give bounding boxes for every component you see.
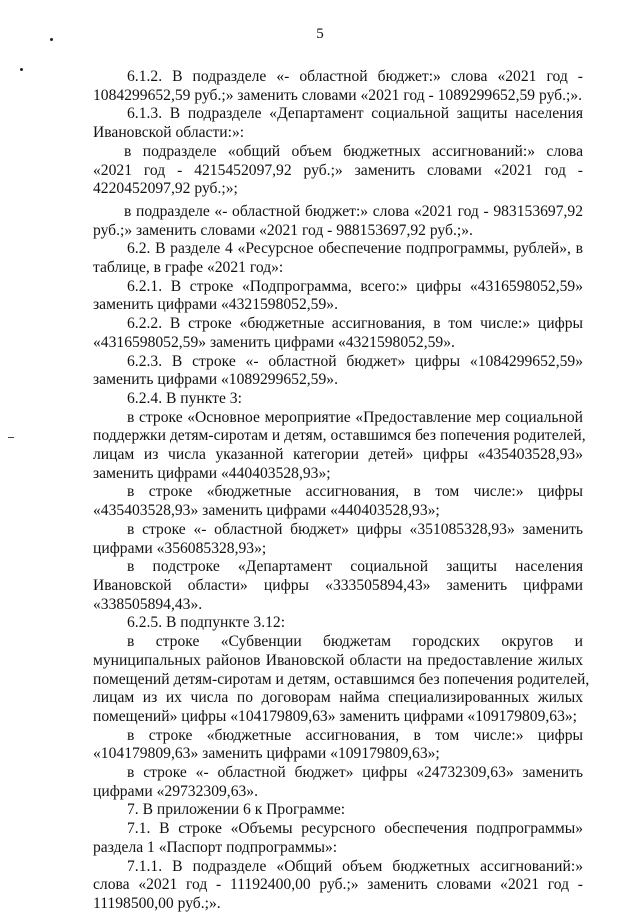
text-line: 6.2.2. В строке «бюджетные ассигнования, в том числе:» цифры (127, 315, 583, 333)
text-line: помещений» цифры «104179809,63» заменить цифрами «109179809,63»; (93, 707, 578, 725)
scan-speck (20, 68, 23, 71)
text-line: 6.1.2. В подразделе «- областной бюджет:» слова «2021 год - (127, 68, 583, 85)
text-line: 6.2.5. В подпункте 3.12: (127, 614, 286, 632)
paragraph (93, 521, 583, 558)
text-line: в строке «бюджетные ассигнования, в том числе:» цифры (127, 726, 583, 744)
text-line: лицам из числа указанной категории детей» цифры «435403528,93» (93, 446, 583, 464)
page-number: 5 (316, 26, 324, 42)
text-line: 6.1.3. В подразделе «Департамент социальной защиты населения (127, 105, 583, 123)
paragraph (93, 801, 583, 820)
text-line: руб.;» заменить словами «2021 год - 988153697,92 руб.;». (93, 221, 473, 239)
text-line: в подразделе «общий объем бюджетных ассигнований:» слова (124, 142, 583, 160)
paragraph (93, 614, 583, 633)
text-line: помещений детям-сиротам и детям, оставшимся без попечения родителей, (93, 670, 590, 688)
text-line: заменить цифрами «440403528,93»; (93, 464, 331, 482)
text-line: в подстроке «Департамент социальной защиты населения (127, 558, 583, 576)
text-line: слова «2021 год - 11192400,00 руб.;» заменить словами «2021 год - (93, 876, 583, 894)
text-line: лицам из их числа по договорам найма специализированных жилых (93, 689, 583, 707)
text-line: цифрами «29732309,63». (93, 782, 258, 800)
text-line: «4316598052,59» заменить цифрами «4321598052,59». (93, 333, 455, 351)
text-line: «338505894,43». (93, 595, 203, 613)
paragraph (93, 240, 583, 277)
text-line: в строке «Субвенции бюджетам городских округов и (127, 633, 583, 651)
text-line: 6.2.3. В строке «- областной бюджет» цифры «1084299652,59» (127, 352, 583, 370)
text-line: в строке «- областной бюджет» цифры «351085328,93» заменить (127, 520, 583, 538)
paragraph (93, 278, 583, 315)
scan-mark (8, 437, 14, 438)
text-line: цифрами «356085328,93»; (93, 539, 267, 557)
text-line: заменить цифрами «1089299652,59». (93, 371, 338, 389)
text-line: в строке «Основное мероприятие «Предоставление мер социальной (127, 408, 583, 426)
text-line: в подразделе «- областной бюджет:» слова «2021 год - 983153697,92 (124, 202, 583, 220)
text-line: 1084299652,59 руб.;» заменить словами «2021 год - 1089299652,59 руб.;». (93, 86, 583, 104)
text-line: 7. В приложении 6 к Программе: (127, 801, 346, 819)
paragraph (93, 820, 583, 857)
paragraph (93, 390, 583, 409)
text-line: раздела 1 «Паспорт подпрограммы»: (93, 838, 338, 856)
text-line: таблице, в графе «2021 год»: (93, 259, 284, 277)
paragraph (93, 315, 583, 352)
paragraph (93, 483, 583, 520)
paragraph (93, 143, 583, 199)
text-line: 6.2.1. В строке «Подпрограмма, всего:» цифры «4316598052,59» (127, 277, 583, 295)
text-line: в строке «бюджетные ассигнования, в том числе:» цифры (127, 483, 583, 501)
text-line: 6.2.4. В пункте 3: (127, 389, 242, 407)
paragraph (93, 408, 586, 484)
paragraph (93, 353, 583, 390)
text-line: заменить цифрами «4321598052,59». (93, 296, 338, 314)
text-line: в строке «- областной бюджет» цифры «24732309,63» заменить (127, 764, 583, 782)
text-line: 7.1. В строке «Объемы ресурсного обеспечения подпрограммы» (127, 820, 583, 838)
paragraph (93, 558, 583, 614)
text-line: 11198500,00 руб.;». (93, 894, 221, 912)
text-line: поддержки детям-сиротам и детям, оставшимся без попечения родителей, (93, 427, 586, 445)
text-line: «104179809,63» заменить цифрами «109179809,63»; (93, 745, 440, 763)
paragraph (93, 764, 583, 801)
text-line: муниципальных районов Ивановской области на предоставление жилых (93, 651, 583, 669)
paragraph (93, 105, 583, 142)
paragraph (93, 203, 583, 240)
document-body (93, 68, 590, 914)
paragraph (93, 68, 583, 105)
text-line: «2021 год - 4215452097,92 руб.;» заменить словами «2021 год - (93, 161, 583, 179)
paragraph (93, 633, 590, 727)
text-line: Ивановской области:»: (93, 124, 245, 142)
paragraph (93, 727, 583, 764)
text-line: 7.1.1. В подразделе «Общий объем бюджетных ассигнований:» (127, 857, 583, 875)
text-line: 4220452097,92 руб.;»; (93, 180, 238, 198)
paragraph (93, 858, 583, 914)
text-line: Ивановской области» цифры «333505894,43» заменить цифрами (93, 576, 583, 594)
text-line: 6.2. В разделе 4 «Ресурсное обеспечение подпрограммы, рублей», в (127, 240, 583, 258)
text-line: «435403528,93» заменить цифрами «440403528,93»; (93, 502, 440, 520)
